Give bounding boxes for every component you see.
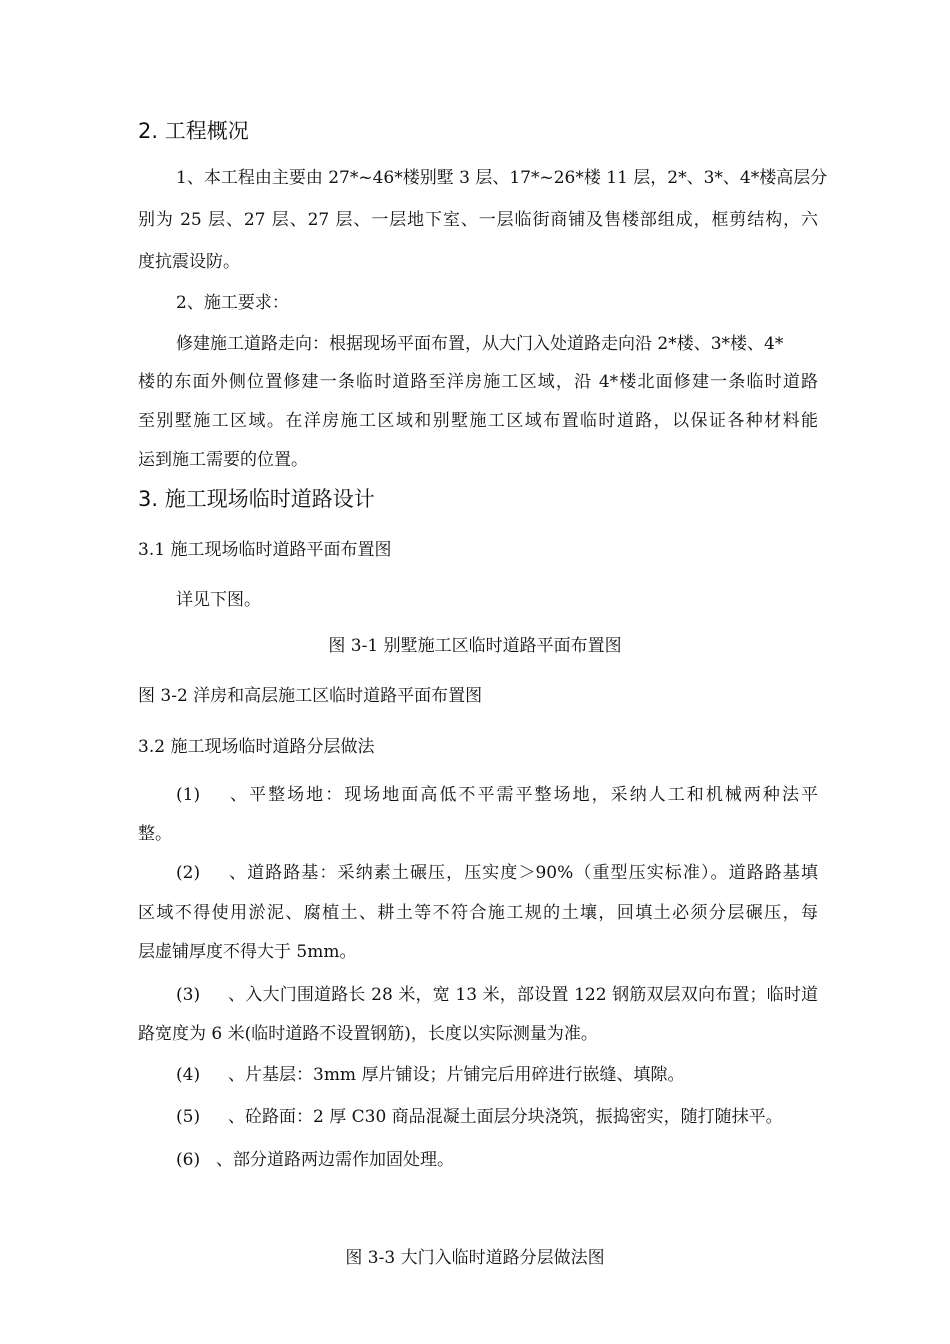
list-item-2-line-1 xyxy=(176,862,818,884)
list-item-text: 、片基层：3mm 厚片铺设；片铺完后用碎进行嵌缝、填隙。 xyxy=(228,1065,685,1085)
section-2-title: 2. 工程概况 xyxy=(138,119,249,143)
list-item-number: (1) xyxy=(176,785,201,805)
list-item-number: (3) xyxy=(176,985,201,1005)
subsection-3-1-text: 详见下图。 xyxy=(176,590,261,610)
list-item-3-line-1 xyxy=(176,984,818,1006)
paragraph-1-line-2: 别为 25 层、27 层、27 层、一层地下室、一层临街商铺及售楼部组成，框剪结构，六 xyxy=(138,210,818,230)
list-item-2-line-3: 层虚铺厚度不得大于 5mm。 xyxy=(138,942,357,962)
list-item-number: (5) xyxy=(176,1107,201,1127)
paragraph-3-line-3: 至别墅施工区域。在洋房施工区域和别墅施工区域布置临时道路，以保证各种材料能 xyxy=(138,411,818,431)
list-item-4 xyxy=(176,1064,684,1086)
section-3-title: 3. 施工现场临时道路设计 xyxy=(138,487,375,511)
list-item-text: 、部分道路两边需作加固处理。 xyxy=(216,1150,454,1170)
list-item-text: 、平整场地：现场地面高低不平需平整场地，采纳人工和机械两种法平 xyxy=(228,785,818,805)
paragraph-3-line-4: 运到施工需要的位置。 xyxy=(138,450,308,470)
list-item-5 xyxy=(176,1106,783,1128)
figure-3-2-caption: 图 3-2 洋房和高层施工区临时道路平面布置图 xyxy=(138,686,483,706)
list-item-number: (2) xyxy=(176,863,201,883)
list-item-6 xyxy=(176,1149,454,1171)
list-item-1-line-1 xyxy=(176,784,818,806)
list-item-text: 、道路路基：采纳素土碾压，压实度＞90%（重型压实标准）。道路路基填 xyxy=(228,863,818,883)
paragraph-3-line-1: 修建施工道路走向：根据现场平面布置，从大门入处道路走向沿 2*楼、3*楼、4* xyxy=(176,334,784,354)
list-item-3-line-2: 路宽度为 6 米(临时道路不设置钢筋)，长度以实际测量为准。 xyxy=(138,1024,598,1044)
paragraph-2: 2、施工要求： xyxy=(176,293,289,313)
list-item-text: 、入大门围道路长 28 米，宽 13 米，部设置 122 钢筋双层双向布置；临时道 xyxy=(228,985,818,1005)
figure-3-3-caption: 图 3-3 大门入临时道路分层做法图 xyxy=(345,1248,605,1268)
paragraph-1-line-3: 度抗震设防。 xyxy=(138,252,240,272)
list-item-number: (6) xyxy=(176,1150,201,1170)
subsection-3-1-title: 3.1 施工现场临时道路平面布置图 xyxy=(138,540,392,560)
list-item-number: (4) xyxy=(176,1065,201,1085)
paragraph-1-line-1: 1、本工程由主要由 27*~46*楼别墅 3 层、17*~26*楼 11 层，2*、3*、4*楼高层分 xyxy=(176,168,828,188)
figure-3-1-caption: 图 3-1 别墅施工区临时道路平面布置图 xyxy=(328,636,622,656)
paragraph-3-line-2: 楼的东面外侧位置修建一条临时道路至洋房施工区域，沿 4*楼北面修建一条临时道路 xyxy=(138,372,818,392)
list-item-1-line-2: 整。 xyxy=(138,824,172,844)
list-item-text: 、砼路面：2 厚 C30 商品混凝土面层分块浇筑，振捣密实，随打随抹平。 xyxy=(228,1107,783,1127)
subsection-3-2-title: 3.2 施工现场临时道路分层做法 xyxy=(138,737,375,757)
list-item-2-line-2: 区域不得使用淤泥、腐植土、耕土等不符合施工规的土壤，回填土必须分层碾压，每 xyxy=(138,903,818,923)
